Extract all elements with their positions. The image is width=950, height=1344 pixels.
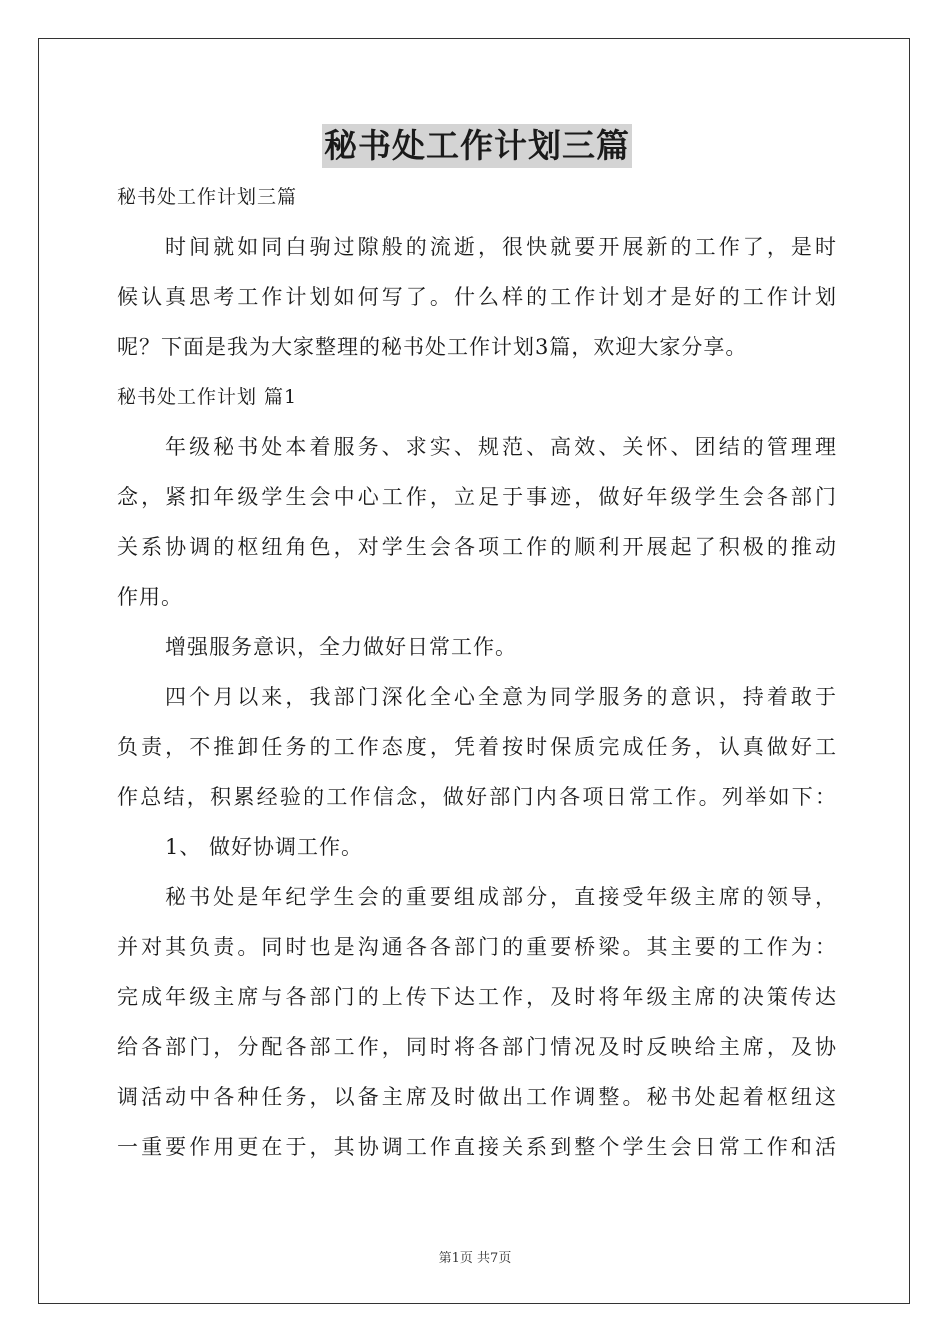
text-line: 四个月以来，我部门深化全心全意为同学服务的意识，持着敢于 bbox=[165, 685, 837, 709]
document-title: 秘书处工作计划三篇 bbox=[322, 124, 632, 168]
paragraph-lines bbox=[117, 172, 837, 1172]
text-line: 一重要作用更在于，其协调工作直接关系到整个学生会日常工作和活 bbox=[117, 1135, 837, 1159]
text-line: 时间就如同白驹过隙般的流逝，很快就要开展新的工作了，是时 bbox=[165, 235, 837, 259]
section-heading: 秘书处工作计划三篇 bbox=[117, 186, 298, 208]
text-line: 秘书处是年纪学生会的重要组成部分，直接受年级主席的领导， bbox=[165, 885, 837, 909]
section-heading: 秘书处工作计划 篇1 bbox=[117, 386, 298, 408]
text-line: 呢？下面是我为大家整理的秘书处工作计划3篇，欢迎大家分享。 bbox=[117, 335, 748, 359]
text-line: 并对其负责。同时也是沟通各各部门的重要桥梁。其主要的工作为： bbox=[117, 935, 837, 959]
text-line: 作用。 bbox=[117, 585, 183, 609]
text-line: 1、 做好协调工作。 bbox=[165, 835, 364, 859]
text-line: 年级秘书处本着服务、求实、规范、高效、关怀、团结的管理理 bbox=[165, 435, 837, 459]
title-wrapper bbox=[117, 124, 837, 172]
text-line: 增强服务意识，全力做好日常工作。 bbox=[165, 635, 517, 659]
text-line: 关系协调的枢纽角色，对学生会各项工作的顺利开展起了积极的推动 bbox=[117, 535, 837, 559]
document-body bbox=[117, 124, 837, 1172]
text-line: 候认真思考工作计划如何写了。什么样的工作计划才是好的工作计划 bbox=[117, 285, 837, 309]
text-line: 调活动中各种任务，以备主席及时做出工作调整。秘书处起着枢纽这 bbox=[117, 1085, 837, 1109]
text-line: 念，紧扣年级学生会中心工作，立足于事迹，做好年级学生会各部门 bbox=[117, 485, 837, 509]
text-line: 给各部门，分配各部工作，同时将各部门情况及时反映给主席，及协 bbox=[117, 1035, 837, 1059]
text-line: 完成年级主席与各部门的上传下达工作，及时将年级主席的决策传达 bbox=[117, 985, 837, 1009]
page-footer: 第1页 共7页 bbox=[438, 1251, 512, 1266]
text-line: 负责，不推卸任务的工作态度，凭着按时保质完成任务，认真做好工 bbox=[117, 735, 837, 759]
text-line: 作总结，积累经验的工作信念，做好部门内各项日常工作。列举如下： bbox=[117, 785, 837, 809]
